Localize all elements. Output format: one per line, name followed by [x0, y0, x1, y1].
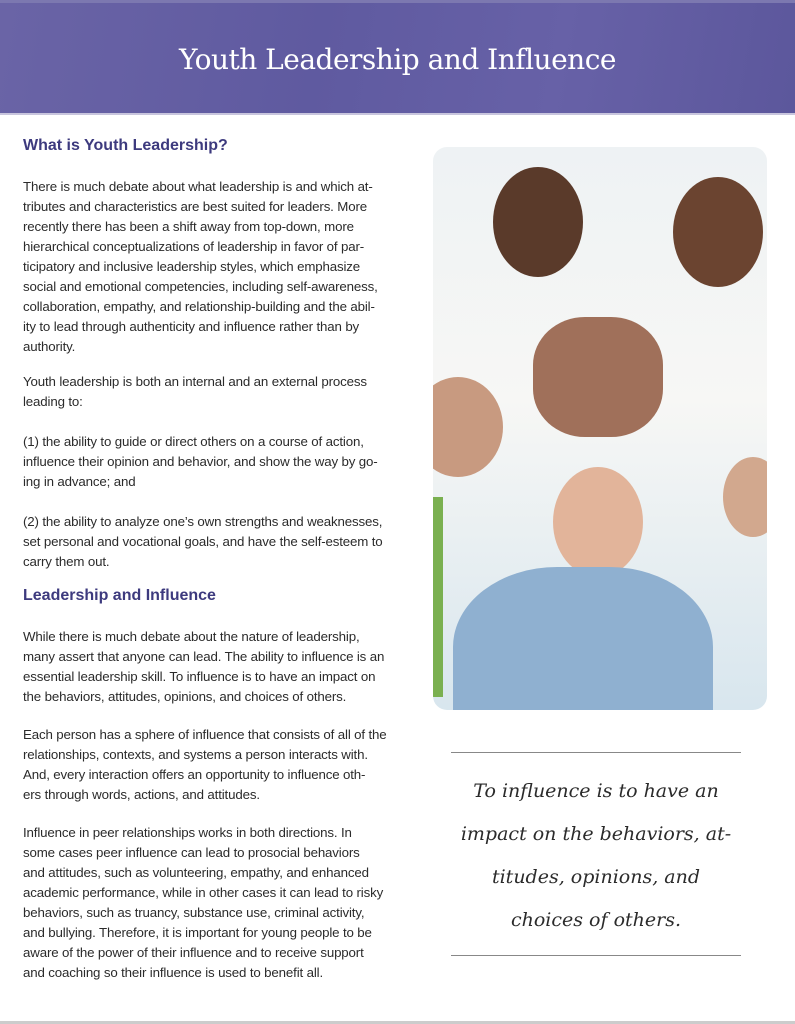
paragraph-line: ers through words, actions, and attitudes. — [23, 787, 260, 802]
pull-quote — [445, 770, 747, 942]
group-hands-photo — [433, 147, 767, 710]
paragraph-line: There is much debate about what leadership is and which at- — [23, 179, 373, 194]
paragraph-line: Youth leadership is both an internal and an external process — [23, 374, 367, 389]
paragraph — [23, 823, 433, 983]
paragraph-line: tributes and characteristics are best suited for leaders. More — [23, 199, 367, 214]
paragraph-line: relationships, contexts, and systems a person interacts with. — [23, 747, 368, 762]
paragraph-line: the behaviors, attitudes, opinions, and choices of others. — [23, 689, 347, 704]
paragraph — [23, 177, 433, 357]
quote-line: To influence is to have an — [473, 780, 719, 802]
paragraph-line: collaboration, empathy, and relationship-building and the abil- — [23, 299, 375, 314]
paragraph-line: Each person has a sphere of influence that consists of all of the — [23, 727, 387, 742]
paragraph-line: some cases peer influence can lead to prosocial behaviors — [23, 845, 360, 860]
paragraph-line: behaviors, such as truancy, substance use, criminal activity, — [23, 905, 365, 920]
paragraph-line: And, every interaction offers an opportunity to influence oth- — [23, 767, 366, 782]
page-title: Youth Leadership and Influence — [179, 43, 616, 76]
paragraph-line: essential leadership skill. To influence is to have an impact on — [23, 669, 376, 684]
quote-top-rule — [451, 752, 741, 753]
quote-bottom-rule — [451, 955, 741, 956]
paragraph-line: and bullying. Therefore, it is important for young people to be — [23, 925, 372, 940]
paragraph-line: set personal and vocational goals, and have the self-esteem to — [23, 534, 383, 549]
paragraph-line: academic performance, while in other cases it can lead to risky — [23, 885, 384, 900]
paragraph-line: (2) the ability to analyze one’s own strengths and weaknesses, — [23, 514, 383, 529]
paragraph-line: many assert that anyone can lead. The ability to influence is an — [23, 649, 385, 664]
paragraph-line: ticipatory and inclusive leadership styles, which emphasize — [23, 259, 361, 274]
paragraph-line: ing in advance; and — [23, 474, 136, 489]
paragraph-line: (1) the ability to guide or direct others on a course of action, — [23, 434, 364, 449]
paragraph — [23, 725, 433, 805]
paragraph — [23, 627, 433, 707]
section-heading-youth-leadership: What is Youth Leadership? — [23, 137, 228, 154]
paragraph-line: recently there has been a shift away from top-down, more — [23, 219, 354, 234]
quote-line: choices of others. — [510, 909, 681, 931]
paragraph-line: social and emotional competencies, including self-awareness, — [23, 279, 378, 294]
paragraph-line: Influence in peer relationships works in both directions. In — [23, 825, 352, 840]
quote-line: titudes, opinions, and — [491, 866, 701, 888]
paragraph-line: carry them out. — [23, 554, 110, 569]
paragraph — [23, 512, 433, 572]
paragraph — [23, 372, 433, 412]
paragraph — [23, 432, 433, 492]
paragraph-line: hierarchical conceptualizations of leadership in favor of par- — [23, 239, 365, 254]
paragraph-line: aware of the power of their influence and to receive support — [23, 945, 364, 960]
section-heading-leadership-influence: Leadership and Influence — [23, 587, 216, 604]
title-banner — [0, 0, 795, 113]
paragraph-line: ity to lead through authenticity and influence rather than by — [23, 319, 360, 334]
paragraph-line: leading to: — [23, 394, 83, 409]
quote-line: impact on the behaviors, at- — [460, 823, 732, 845]
paragraph-line: influence their opinion and behavior, and show the way by go- — [23, 454, 378, 469]
banner-divider — [0, 113, 795, 115]
paragraph-line: and coaching so their influence is used to benefit all. — [23, 965, 323, 980]
paragraph-line: authority. — [23, 339, 76, 354]
paragraph-line: and attitudes, such as volunteering, empathy, and enhanced — [23, 865, 369, 880]
paragraph-line: While there is much debate about the nature of leadership, — [23, 629, 360, 644]
